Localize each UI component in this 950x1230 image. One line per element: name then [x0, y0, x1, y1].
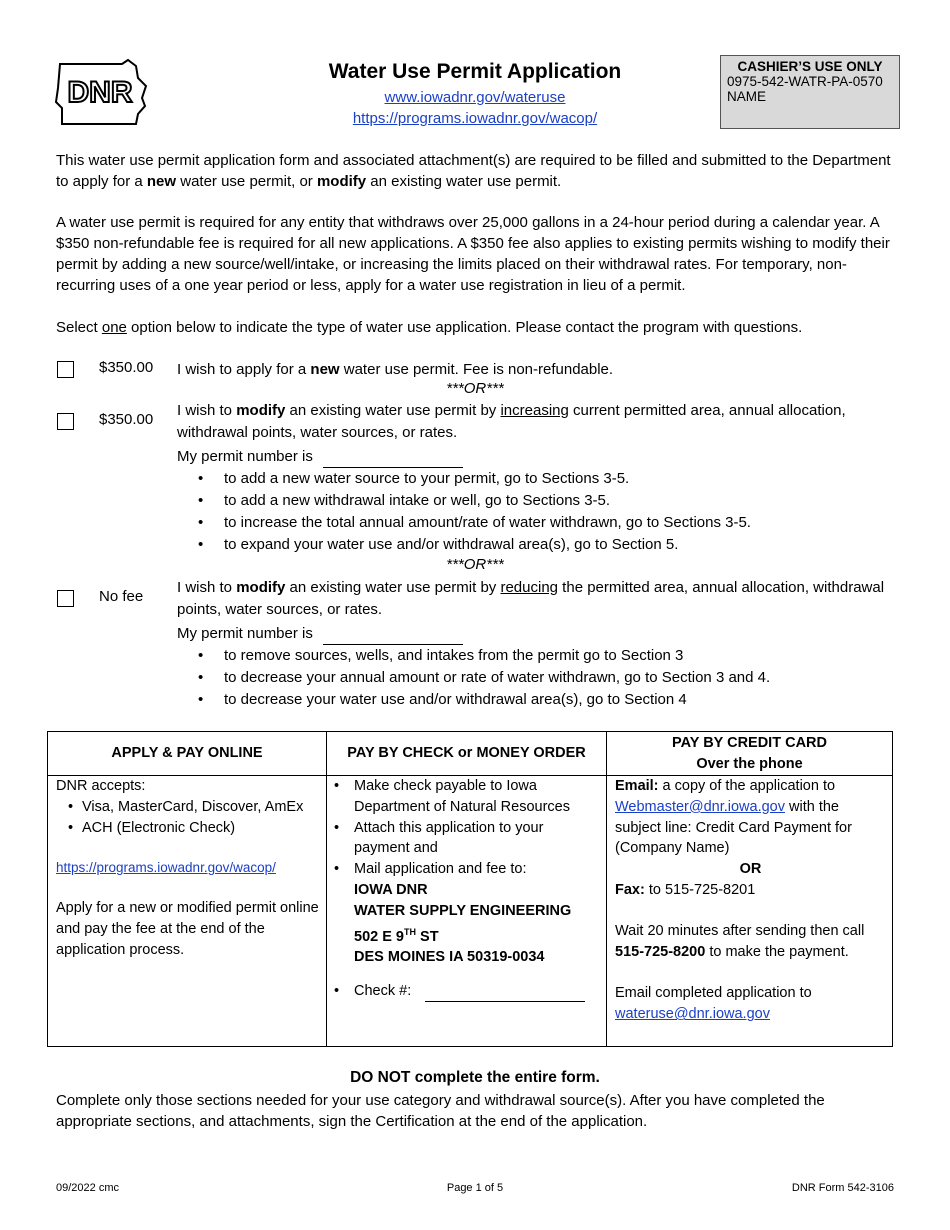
modify-increase-checkbox[interactable]	[57, 413, 74, 430]
list-item: • to add a new withdrawal intake or well, go to Sections 3-5.	[177, 490, 897, 512]
or-label: OR	[739, 861, 762, 878]
wacop-url[interactable]: https://programs.iowadnr.gov/wacop/	[352, 110, 598, 127]
permit-number-row: My permit number is	[177, 446, 897, 468]
footer-page-number: Page 1 of 5	[446, 1182, 504, 1194]
wait-instructions: Wait 20 minutes after sending then call 515-725-8200 to make the payment.	[615, 922, 865, 960]
wateruse-email-link[interactable]: wateruse@dnr.iowa.gov	[615, 1006, 770, 1023]
online-column	[48, 732, 327, 1046]
online-header: APPLY & PAY ONLINE	[48, 732, 326, 776]
list-item: • to remove sources, wells, and intakes from the permit go to Section 3	[177, 645, 897, 667]
online-link[interactable]: https://programs.iowadnr.gov/wacop/	[56, 860, 276, 876]
notice-heading: DO NOT complete the entire form.	[350, 1069, 600, 1086]
cashier-heading: CASHIER’S USE ONLY	[737, 59, 883, 74]
or-divider: ***OR***	[446, 380, 504, 397]
check-column	[327, 732, 607, 1046]
list-item: • Attach this application to your payment and	[334, 818, 600, 860]
or-divider: ***OR***	[446, 556, 504, 573]
card-header: PAY BY CREDIT CARD Over the phone	[607, 732, 892, 776]
mailing-address: IOWA DNR WATER SUPPLY ENGINEERING 502 E 9TH ST DES MOINES IA 50319-0034	[354, 881, 572, 966]
modify-reduce-checkbox[interactable]	[57, 590, 74, 607]
new-permit-checkbox[interactable]	[57, 361, 74, 378]
option-fee: $350.00	[99, 359, 154, 376]
modify-reduce-option: I wish to modify an existing water use permit by reducing the permitted area, annual allocation, withdrawal points, water sources, or rates. My permit number is • to remove sources, wells, and intakes from the permit go to Section 3 • to decrease your annual amount or rate of water withdrawn, go to Section 3 and 4. • to decrease your water use and/or withdrawal area(s), go to Section 4	[177, 577, 897, 711]
page-title: Water Use Permit Application	[328, 60, 622, 83]
webmaster-email-link[interactable]: Webmaster@dnr.iowa.gov	[615, 798, 785, 815]
list-item: • Visa, MasterCard, Discover, AmEx	[56, 797, 320, 818]
accepts-label: DNR accepts:	[56, 778, 146, 794]
increase-bullets	[177, 468, 897, 556]
list-item: • to expand your water use and/or withdrawal area(s), go to Section 5.	[177, 534, 897, 556]
intro-paragraph-2: A water use permit is required for any entity that withdraws over 25,000 gallons in a 24-hour period during a calendar year. A $350 non-refundable fee is required for all new applications. A $350 fee also applies to existing permits wishing to modify their permit by adding a new source/well/intake, or increasing the limits placed on their withdrawal rates. For temporary, non-recurring uses of a one year period or less, apply for a water use registration in lieu of a permit.	[56, 214, 890, 294]
notice-text: Complete only those sections needed for your use category and withdrawal source(s). After you have completed the appropriate sections, and attachments, sign the Certification at the end of the application.	[56, 1092, 825, 1130]
logo-text: DNR	[67, 76, 133, 109]
footer-form-number: DNR Form 542-3106	[791, 1182, 894, 1194]
list-item: • to decrease your annual amount or rate of water withdrawn, go to Section 3 and 4.	[177, 667, 897, 689]
email-instructions: Email: a copy of the application to Webmaster@dnr.iowa.gov with the subject line: Credit Card Payment for (Company Name)	[615, 778, 852, 857]
permit-number-row: My permit number is	[177, 623, 897, 645]
permit-number-field[interactable]	[323, 451, 463, 468]
list-item: • Mail application and fee to:	[334, 859, 600, 880]
modify-increase-option: I wish to modify an existing water use permit by increasing current permitted area, annual allocation, withdrawal points, water sources, or rates. My permit number is • to add a new water source to your permit, go to Sections 3-5. • to add a new withdrawal intake or well, go to Sections 3-5. • to increase the total annual amount/rate of water withdrawn, go to Sections 3-5. • to expand your water use and/or withdrawal area(s), go to Section 5.	[177, 400, 897, 556]
intro-paragraph-1: This water use permit application form and associated attachment(s) are required to be filled and submitted to the Department to apply for a new water use permit, or modify an existing water use permit.	[56, 152, 891, 190]
footer-date: 09/2022 cmc	[56, 1182, 119, 1194]
payment-table	[47, 731, 893, 1047]
check-number-row: • Check #:	[334, 981, 600, 1002]
completed-instructions: Email completed application to wateruse@dnr.iowa.gov	[615, 985, 812, 1023]
option-fee: $350.00	[99, 411, 154, 428]
online-text: Apply for a new or modified permit online and pay the fee at the end of the application process.	[56, 900, 319, 958]
list-item: • ACH (Electronic Check)	[56, 818, 320, 839]
wateruse-url[interactable]: www.iowadnr.gov/wateruse	[384, 89, 566, 106]
list-item: • to decrease your water use and/or withdrawal area(s), go to Section 4	[177, 689, 897, 711]
check-number-field[interactable]	[425, 985, 585, 1002]
intro-paragraph-3: Select one option below to indicate the type of water use application. Please contact the program with questions.	[56, 319, 803, 336]
cashier-box	[720, 55, 900, 129]
list-item: • to increase the total annual amount/rate of water withdrawn, go to Sections 3-5.	[177, 512, 897, 534]
check-header: PAY BY CHECK or MONEY ORDER	[327, 732, 606, 776]
reduce-bullets	[177, 645, 897, 711]
permit-number-field[interactable]	[323, 628, 463, 645]
cashier-name: NAME	[727, 89, 767, 104]
card-column	[607, 732, 892, 1046]
cashier-code: 0975-542-WATR-PA-0570	[727, 74, 883, 89]
fax-instructions: Fax: to 515-725-8201	[615, 881, 756, 898]
option-fee: No fee	[99, 588, 144, 605]
list-item: • Make check payable to Iowa Department of Natural Resources	[334, 776, 600, 818]
list-item: • to add a new water source to your permit, go to Sections 3-5.	[177, 468, 897, 490]
new-permit-option-text: I wish to apply for a new water use permit. Fee is non-refundable.	[177, 361, 614, 378]
